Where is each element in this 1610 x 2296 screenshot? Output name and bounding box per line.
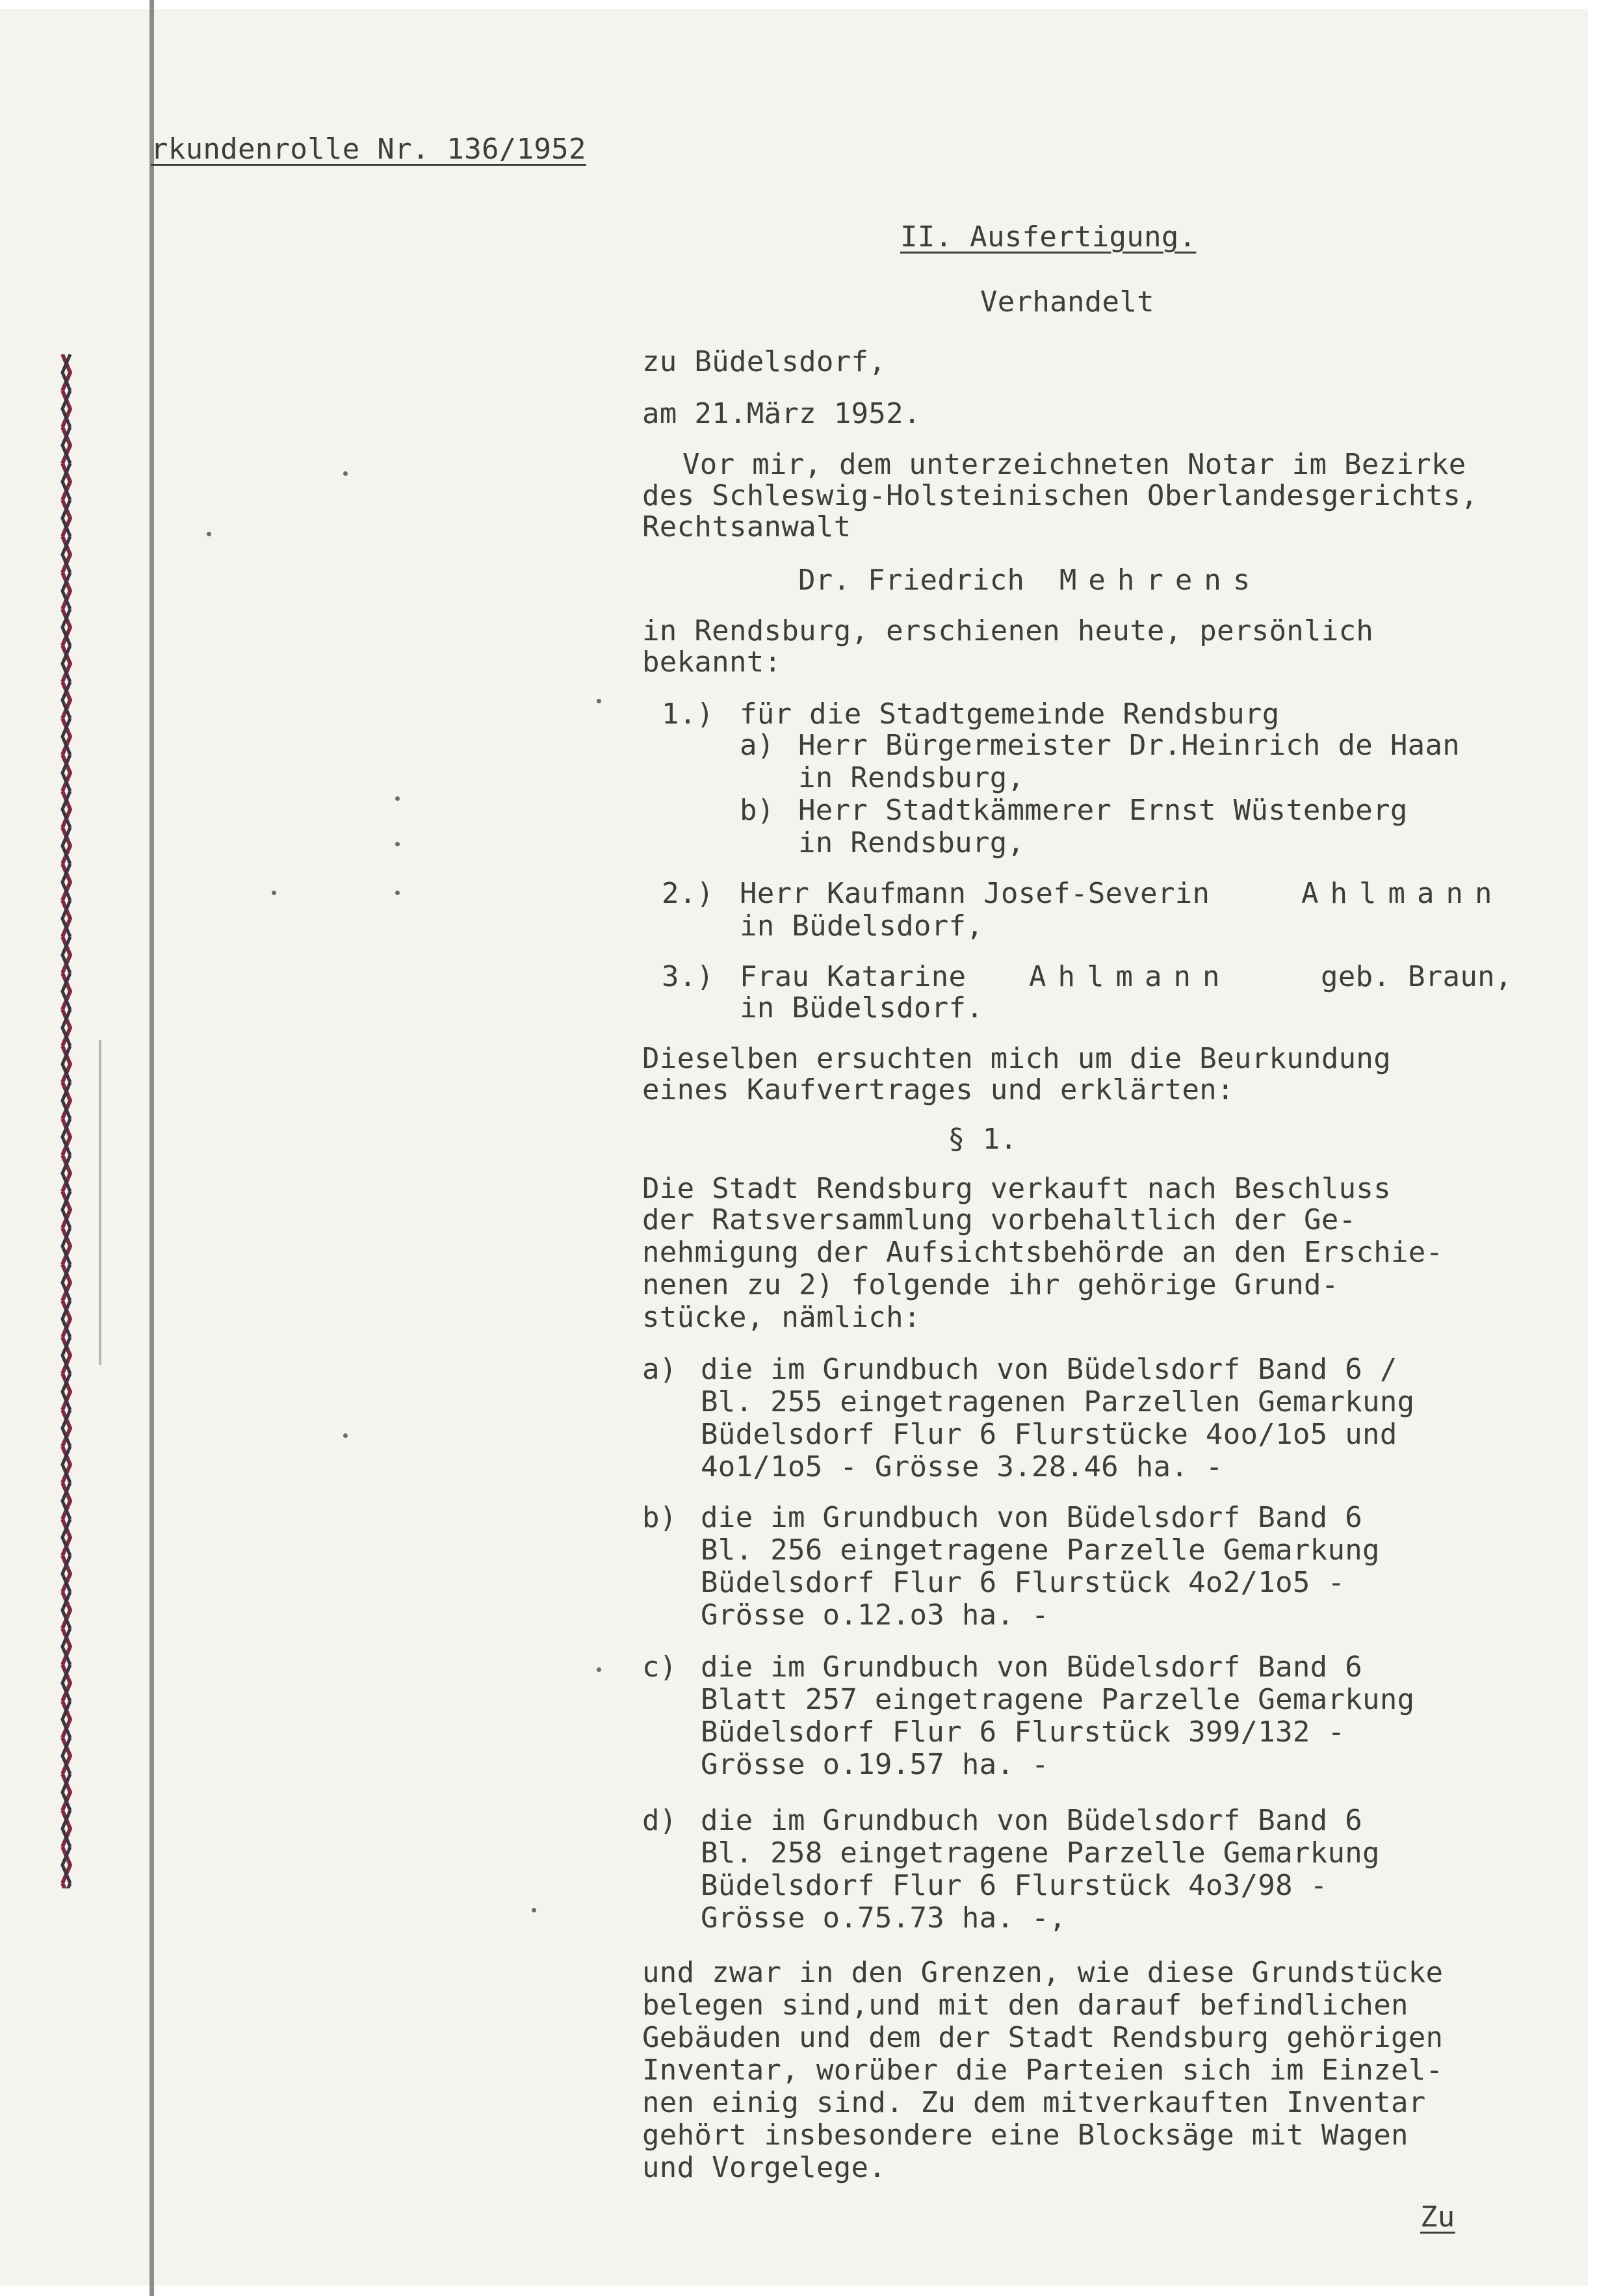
sale-line-2: der Ratsversammlung vorbehaltlich der Ge- <box>642 1203 1357 1236</box>
party-2-number: 2.) <box>662 877 714 910</box>
appeared-line-1: in Rendsburg, erschienen heute, persönlich <box>642 614 1374 647</box>
intro-line-2: des Schleswig-Holsteinischen Oberlandesgerichts, <box>642 479 1478 512</box>
intro-line-1: Vor mir, dem unterzeichneten Notar im Bezirke <box>682 448 1466 481</box>
margin-speck <box>597 699 601 703</box>
item-d-label: d) <box>642 1804 677 1837</box>
item-d-line-2: Bl. 258 eingetragene Parzelle Gemarkung <box>701 1836 1380 1870</box>
notary-surname: Mehrens <box>1059 564 1262 597</box>
item-b-line-2: Bl. 256 eingetragene Parzelle Gemarkung <box>701 1533 1380 1567</box>
notary-first-name: Dr. Friedrich <box>798 564 1025 597</box>
margin-speck <box>272 891 276 895</box>
appeared-line-2: bekannt: <box>642 646 782 679</box>
scan-border-bottom <box>0 2286 1610 2296</box>
binding-shadow <box>99 1040 101 1365</box>
scan-border-top <box>0 0 1610 9</box>
margin-speck <box>207 532 211 536</box>
party-1b-line-1: Herr Stadtkämmerer Ernst Wüstenberg <box>798 794 1408 827</box>
verhandelt-heading: Verhandelt <box>980 285 1154 319</box>
margin-speck <box>343 471 348 476</box>
closing-line-3: Gebäuden und dem der Stadt Rendsburg gehörigen <box>642 2021 1444 2054</box>
margin-speck <box>343 1433 348 1438</box>
margin-speck <box>395 842 400 846</box>
item-b-line-3: Büdelsdorf Flur 6 Flurstück 4o2/1o5 - <box>701 1566 1345 1599</box>
sale-line-1: Die Stadt Rendsburg verkauft nach Beschluss <box>642 1172 1391 1205</box>
section-heading: § 1. <box>948 1123 1018 1156</box>
party-1a-line-2: in Rendsburg, <box>798 761 1025 794</box>
margin-speck <box>597 1667 601 1672</box>
party-1-number: 1.) <box>662 698 714 731</box>
binding-cord <box>55 354 81 1888</box>
notary-name <box>798 564 1262 597</box>
closing-line-6: gehört insbesondere eine Blocksäge mit Wagen <box>642 2119 1409 2152</box>
item-c-line-1: die im Grundbuch von Büdelsdorf Band 6 <box>701 1650 1363 1684</box>
item-a-line-4: 4o1/1o5 - Grösse 3.28.46 ha. - <box>701 1450 1223 1483</box>
closing-line-5: nen einig sind. Zu dem mitverkauften Inventar <box>642 2086 1426 2119</box>
party-3-line-2: in Büdelsdorf. <box>740 991 984 1024</box>
party-2-surname: Ahlmann <box>1301 877 1504 910</box>
margin-speck <box>395 796 400 801</box>
closing-line-2: belegen sind,und mit den darauf befindlichen <box>642 1989 1409 2022</box>
party-2-text: Herr Kaufmann Josef-Severin <box>740 877 1210 910</box>
party-3-suffix: geb. Braun, <box>1321 960 1513 993</box>
item-b-line-4: Grösse o.12.o3 ha. - <box>701 1598 1049 1632</box>
place-line: zu Büdelsdorf, <box>642 345 887 378</box>
item-d-line-1: die im Grundbuch von Büdelsdorf Band 6 <box>701 1804 1363 1837</box>
sale-line-4: nenen zu 2) folgende ihr gehörige Grund- <box>642 1268 1339 1301</box>
intro-line-3: Rechtsanwalt <box>642 510 851 543</box>
ausfertigung-heading: II. Ausfertigung. <box>900 220 1197 254</box>
margin-speck <box>532 1908 536 1912</box>
binding-edge <box>149 0 154 2296</box>
party-3-surname: Ahlmann <box>1029 960 1232 993</box>
continuation-word: Zu <box>1420 2200 1455 2234</box>
item-c-line-3: Büdelsdorf Flur 6 Flurstück 399/132 - <box>701 1715 1345 1749</box>
closing-line-1: und zwar in den Grenzen, wie diese Grundstücke <box>642 1956 1444 1989</box>
sale-line-3: nehmigung der Aufsichtsbehörde an den Erschie- <box>642 1236 1444 1269</box>
item-d-line-4: Grösse o.75.73 ha. -, <box>701 1901 1067 1935</box>
margin-speck <box>395 891 400 895</box>
party-3-text: Frau Katarine <box>740 960 967 993</box>
party-1a-line-1: Herr Bürgermeister Dr.Heinrich de Haan <box>798 729 1461 762</box>
party-1b-label: b) <box>740 794 775 827</box>
item-a-line-2: Bl. 255 eingetragenen Parzellen Gemarkung <box>701 1385 1415 1418</box>
scan-border-right <box>1588 0 1610 2296</box>
party-1b-line-2: in Rendsburg, <box>798 826 1025 859</box>
request-line-1: Dieselben ersuchten mich um die Beurkundung <box>642 1042 1391 1075</box>
party-2-line-2: in Büdelsdorf, <box>740 909 984 943</box>
item-a-line-3: Büdelsdorf Flur 6 Flurstücke 4oo/1o5 und <box>701 1418 1397 1451</box>
sale-line-5: stücke, nämlich: <box>642 1301 921 1334</box>
party-1a-label: a) <box>740 729 775 762</box>
request-line-2: eines Kaufvertrages und erklärten: <box>642 1073 1234 1106</box>
party-1-text: für die Stadtgemeinde Rendsburg <box>740 698 1280 731</box>
closing-line-4: Inventar, worüber die Parteien sich im Einzel- <box>642 2054 1444 2087</box>
party-3-number: 3.) <box>662 960 714 993</box>
item-a-line-1: die im Grundbuch von Büdelsdorf Band 6 / <box>701 1353 1397 1386</box>
item-c-label: c) <box>642 1650 677 1684</box>
item-c-line-2: Blatt 257 eingetragene Parzelle Gemarkung <box>701 1683 1415 1716</box>
item-a-label: a) <box>642 1353 677 1386</box>
item-b-line-1: die im Grundbuch von Büdelsdorf Band 6 <box>701 1501 1363 1534</box>
item-b-label: b) <box>642 1501 677 1534</box>
closing-line-7: und Vorgelege. <box>642 2151 887 2184</box>
item-c-line-4: Grösse o.19.57 ha. - <box>701 1748 1049 1781</box>
date-line: am 21.März 1952. <box>642 397 921 430</box>
urkundenrolle-number: rkundenrolle Nr. 136/1952 <box>151 133 586 166</box>
item-d-line-3: Büdelsdorf Flur 6 Flurstück 4o3/98 - <box>701 1869 1328 1902</box>
